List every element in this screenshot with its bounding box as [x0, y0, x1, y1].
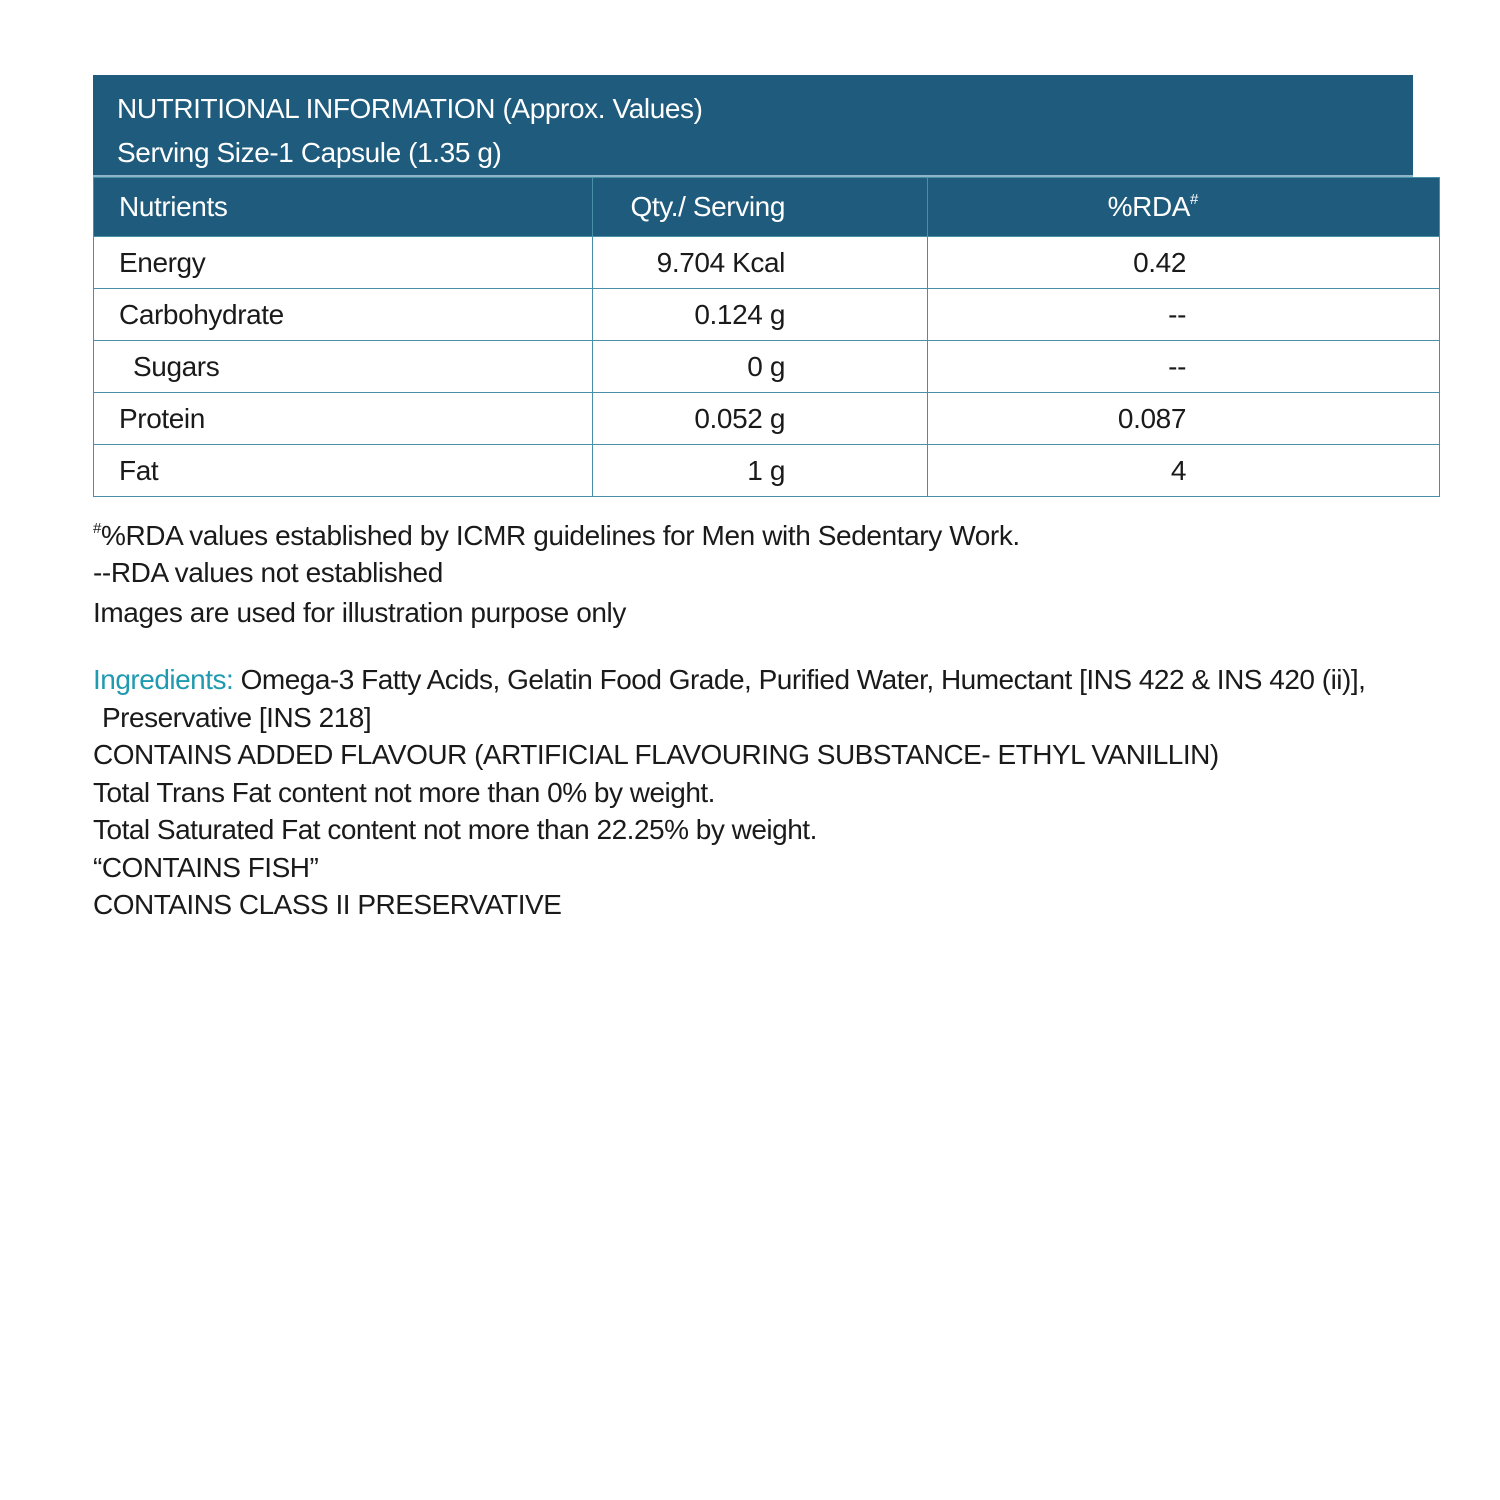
rda-hash-mark: #: [1190, 191, 1198, 208]
table-header-row: [94, 178, 1440, 237]
rda-not-established-note: --RDA values not established: [93, 557, 443, 588]
nutrient-rda: 0.42: [1133, 246, 1186, 278]
ingredients-text: Omega-3 Fatty Acids, Gelatin Food Grade, Purified Water, Humectant [INS 422 & INS 420 (ii)],: [233, 664, 1366, 695]
column-header-rda-wrap: [928, 191, 1198, 223]
nutrient-qty-cell: [593, 445, 928, 497]
column-header-rda: [928, 178, 1440, 237]
nutrient-rda: --: [1168, 350, 1186, 382]
nutrient-name-cell: [94, 341, 593, 393]
nutrient-name: Carbohydrate: [94, 289, 593, 341]
nutrient-rda-cell: [928, 445, 1440, 497]
flavour-statement: CONTAINS ADDED FLAVOUR (ARTIFICIAL FLAVOURING SUBSTANCE- ETHYL VANILLIN): [93, 739, 1219, 770]
contains-fish-statement: “CONTAINS FISH”: [93, 851, 319, 883]
nutrient-rda-cell: [928, 289, 1440, 341]
nutrition-panel: [93, 75, 1413, 497]
ingredients-continuation: Preservative [INS 218]: [102, 701, 372, 733]
nutrient-name: Protein: [94, 393, 593, 445]
ingredients-label: Ingredients:: [93, 664, 234, 695]
nutrient-qty: 1 g: [747, 454, 785, 486]
nutrient-name: Fat: [94, 445, 593, 497]
nutrient-rda-cell: [928, 237, 1440, 289]
nutrient-qty: 0.124 g: [694, 298, 785, 330]
preservative-statement: CONTAINS CLASS II PRESERVATIVE: [93, 889, 562, 920]
saturated-fat-statement: Total Saturated Fat content not more than 22.25% by weight.: [93, 814, 817, 845]
table-row: [94, 289, 1440, 341]
nutrient-rda: --: [1168, 298, 1186, 330]
nutrient-name: Energy: [94, 237, 593, 289]
nutrition-table: [93, 177, 1440, 497]
nutrient-rda: 0.087: [1117, 402, 1186, 434]
table-row: [94, 341, 1440, 393]
nutrient-rda-cell: [928, 341, 1440, 393]
nutrient-qty-cell: [593, 341, 928, 393]
column-header-qty: [593, 178, 928, 237]
nutrient-qty: 9.704 Kcal: [656, 246, 785, 278]
table-row: [94, 445, 1440, 497]
nutrition-title: NUTRITIONAL INFORMATION (Approx. Values): [117, 93, 703, 124]
table-row: [94, 393, 1440, 445]
column-header-rda-label: %RDA: [1107, 191, 1191, 222]
ingredients-line: [93, 661, 1365, 699]
rda-footnote-text: %RDA values established by ICMR guidelines for Men with Sedentary Work.: [100, 520, 1020, 551]
nutrient-rda: 4: [1170, 454, 1186, 486]
nutrient-qty-cell: [593, 289, 928, 341]
footnotes: [93, 510, 1020, 635]
illustration-note: Images are used for illustration purpose only: [93, 597, 626, 628]
nutrient-name: Sugars: [133, 350, 220, 382]
nutrient-qty-cell: [593, 393, 928, 445]
nutrition-header: [93, 75, 1413, 177]
table-row: [94, 237, 1440, 289]
column-header-qty-label: Qty./ Serving: [630, 191, 785, 222]
nutrient-qty: 0 g: [747, 350, 785, 382]
trans-fat-statement: Total Trans Fat content not more than 0% by weight.: [93, 776, 715, 808]
nutrient-qty-cell: [593, 237, 928, 289]
nutrient-qty: 0.052 g: [694, 402, 785, 434]
rda-footnote: [93, 510, 1020, 555]
serving-size: Serving Size-1 Capsule (1.35 g): [117, 137, 502, 168]
column-header-nutrients: Nutrients: [94, 178, 593, 237]
footnote-hash-mark: #: [93, 520, 101, 537]
ingredients-section: [93, 661, 1365, 924]
nutrient-rda-cell: [928, 393, 1440, 445]
